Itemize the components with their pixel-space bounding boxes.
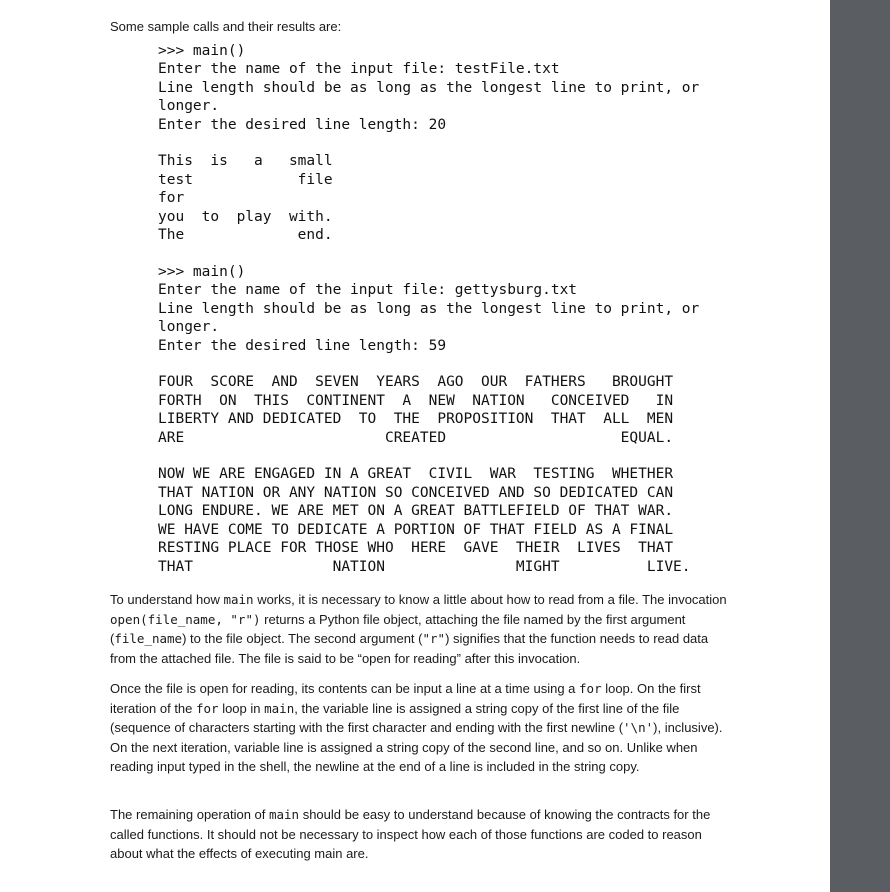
- text-run: returns a Python file object, attaching the file named by the first argument (: [110, 611, 686, 646]
- inline-code: main: [264, 700, 295, 716]
- text-run: should be easy to understand because of knowing the contracts for the called functions. It should not be necessary to inspect how each of those functions are coded to reason about what the effects of executing main are.: [110, 807, 711, 861]
- text-run: The remaining operation of: [110, 807, 269, 822]
- sample-session-testfile: >>> main() Enter the name of the input file: testFile.txt Line length should be as long as the longest line to print, or longer. Enter the desired line length: 20 This is a small test file for you to play with. The end.: [158, 43, 700, 244]
- inline-code: file_name: [114, 631, 183, 646]
- text-run: loop in: [218, 700, 265, 716]
- inline-code: for: [196, 700, 219, 716]
- text-run: To understand how: [110, 592, 224, 607]
- paragraph-remaining-operation: [110, 805, 730, 864]
- inline-code: "r": [422, 631, 446, 646]
- text-run: , the variable line is assigned a string copy of the first line of the file (sequence of characters starting with the first character and ending with the first newline (: [110, 700, 680, 735]
- inline-code: for: [579, 681, 602, 696]
- text-run: Once the file is open for reading, its contents can be input a line at a time using a: [110, 681, 580, 696]
- text-run: loop. On the first iteration of the: [110, 681, 701, 716]
- sample-session-gettysburg: >>> main() Enter the name of the input file: gettysburg.txt Line length should be as long as the longest line to print, or longer. Enter the desired line length: 59 FOUR SCORE AND SEVEN YEARS AGO OUR FATHERS BROUGHT FORTH ON THIS CONTINENT A NEW NATION CONCEIVED IN LIBERTY AND DEDICATED TO THE PROPOSITION THAT ALL MEN ARE CREATED EQUAL. NOW WE ARE ENGAGED IN A GREAT CIVIL WAR TESTING WHETHER THAT NATION OR ANY NATION SO CONCEIVED AND SO DEDICATED CAN LONG ENDURE. WE ARE MET ON A GREAT BATTLEFIELD OF THAT WAR. WE HAVE COME TO DEDICATE A PORTION OF THAT FIELD AS A FINAL RESTING PLACE FOR THOSE WHO HERE GAVE THEIR LIVES THAT THAT NATION MIGHT LIVE.: [158, 264, 700, 575]
- text-run: ), inclusive). On the next iteration, variable line is assigned a string copy of the second line, and so on. Unlike when reading input typed in the shell, the newline at the end of a line is included in the string copy.: [110, 720, 723, 774]
- text-run: ) signifies that the function needs to read data from the attached file. The file is said to be “open for reading” after this invocation.: [110, 631, 709, 666]
- paragraph-for-loop: [110, 679, 730, 777]
- inline-code: '\n': [623, 720, 654, 735]
- inline-code: main: [268, 807, 300, 822]
- intro-text: Some sample calls and their results are:: [110, 19, 342, 34]
- inline-code: main: [223, 592, 254, 607]
- paragraph-file-reading: [110, 590, 730, 668]
- viewer-background-panel: [830, 0, 890, 892]
- inline-code: open(file_name, "r"): [110, 611, 261, 627]
- text-run: ) to the file object. The second argument (: [182, 631, 423, 646]
- text-run: works, it is necessary to know a little about how to read from a file. The invocation: [253, 592, 727, 607]
